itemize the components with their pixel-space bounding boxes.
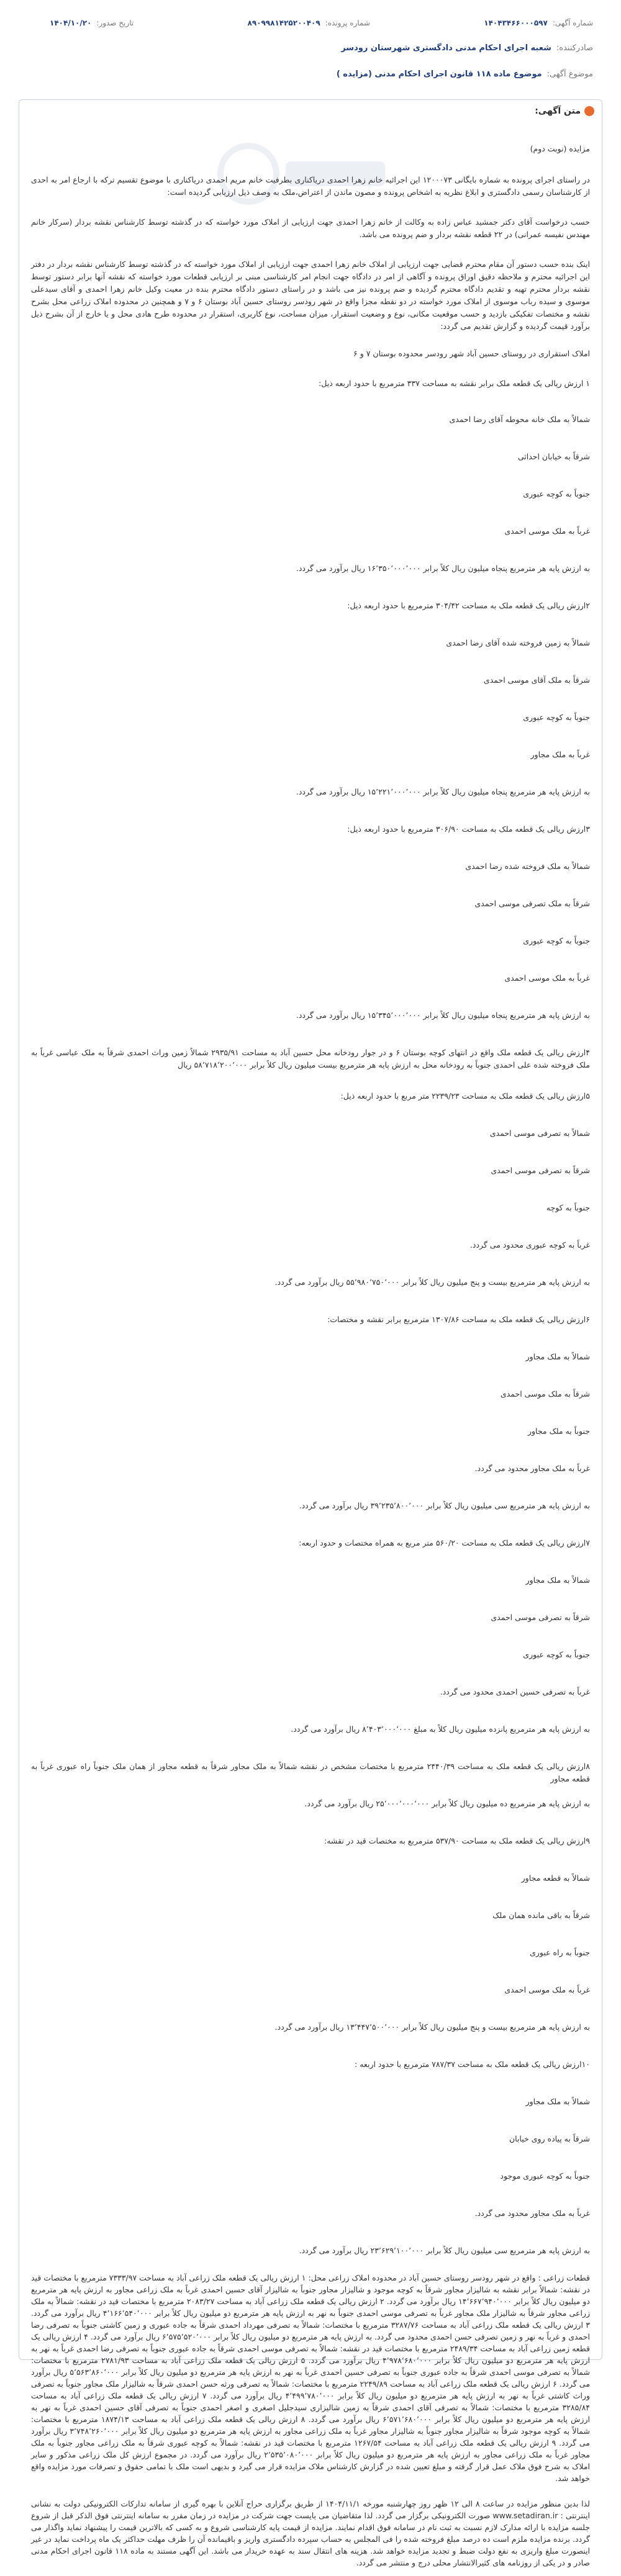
body-paragraph: شرقاً به پیاده روی خیابان bbox=[509, 2134, 590, 2143]
body-paragraph: جنوباً به کوچه عبوری bbox=[523, 936, 590, 945]
case-number bbox=[248, 19, 370, 27]
body-paragraph: جنوباً به کوچه bbox=[546, 1203, 590, 1212]
body-paragraph: ۴ارزش ریالی یک قطعه ملک واقع در انتهای کوچه بوستان ۶ و در جوار رودخانه محل حسین آباد به مساحت ۲۹۳۵/۹۱ شمالاً زمین وراث احمدی شرقاً به ملک عباسی غرباً به ملک فروخته شده علی احمدی جنوباً به رودخانه محل به ارزش پایه هر مترمربع بیست میلیون ریال کلاً برابر ۵۸٬۷۱۸٬۲۰۰٬۰۰۰ ریال bbox=[31, 1048, 590, 1070]
body-paragraph: ۹ارزش ریالی یک قطعه ملک به مساحت ۵۳۷/۹۰ مترمربع به مختصات قید در نقشه: bbox=[324, 1836, 590, 1845]
body-paragraph: جنوباً به ملک مجاور bbox=[527, 1426, 590, 1436]
body-paragraph: شرقاً به ملک تصرفی موسی احمدی bbox=[474, 899, 590, 908]
issuer-label: صادرکننده: bbox=[556, 43, 593, 53]
body-paragraph: جنوباً به راه عبوری bbox=[530, 1948, 590, 1957]
issuer-row bbox=[341, 43, 593, 53]
subject-label: موضوع آگهی: bbox=[546, 70, 593, 79]
body-paragraph: شرقاً به تصرفی موسی احمدی bbox=[491, 1166, 590, 1175]
body-paragraph: اینک بنده حسب دستور آن مقام محترم قضایی جهت ارزیابی از املاک خانم زهرا احمدی جهت ارزیابی از املاک مورد خواسته که در گذشته توسط کارشناس نقشه بردار در دفتر این اجرائیه محترم و ملاحظه دقیق اوراق پرونده و آگاهی از امر در دادگاه جهت انجام امر کارشناسی مبنی بر ارزیابی قطعات مورد خواسته که نقشه آنها برابر دستور توسط نقشه بردار محترم تهیه و تقدیم دادگاه محترم گردیده و ضم پرونده نیز می باشد و در راستای دستور دادگاه محترم بنده در معیت وکیل خانم زهرا احمدی و آقای سیدعلی موسوی و سیده رباب موسوی از املاک مورد خواسته در دو نقطه مجزا واقع در شهر رودسر روستای حسین آباد بوستان ۶ و ۷ و همچنین در محدوده املاک زراعی محل بشرح نقشه و مختصات تفکیکی بازدید و حسب موقعیت مکانی، نوع و وضعیت استقرار، میزان مساحت، نوع کاربری، استقرار در محدوده طرح هادی محل و یا خارج از آن بشرح ذیل برآورد قیمت گردیده و گزارش تقدیم می گردد: bbox=[31, 259, 591, 331]
body-paragraph: حسب درخواست آقای دکتر جمشید عباس زاده به وکالت از خانم زهرا احمدی جهت ارزیابی از املاک مورد خواسته که در گذشته توسط کارشناس نقشه بردار (سرکار خانم مهندس نفیسه عمرانی) در ۲۲ قطعه نقشه بردار و ضم پرونده می باشد. bbox=[31, 217, 590, 239]
body-paragraph: ۳ارزش ریالی یک قطعه ملک به مساحت ۳۰۶/۹۰ مترمربع با حدود اربعه ذیل: bbox=[347, 824, 590, 834]
body-paragraph: غرباً به ملک مجاور محدود می گردد. bbox=[474, 1464, 590, 1473]
meta-row bbox=[50, 19, 593, 27]
issue-date bbox=[50, 19, 134, 27]
body-paragraph: شرقاً به ملک آقای موسی احمدی bbox=[483, 675, 590, 685]
body-paragraph: ۱۰ارزش ریالی یک قطعه ملک به مساحت ۷۸۷/۳۷ مترمربع با حدود اربعه : bbox=[355, 2060, 590, 2069]
body-paragraph: به ارزش پایه هر مترمربع پنجاه میلیون ریال کلاً برابر ۱۶٬۳۵۰٬۰۰۰٬۰۰۰ ریال برآورد می گردد. bbox=[296, 564, 590, 573]
body-paragraph: غرباً به تصرفی حسین احمدی محدود می گردد. bbox=[440, 1687, 590, 1696]
body-paragraph: به ارزش پایه هر مترمربع سی میلیون ریال کلاً برابر ۳۹٬۲۳۵٬۸۰۰٬۰۰۰ ریال برآورد می گردد. bbox=[299, 1501, 590, 1510]
body-paragraph: به ارزش پایه هر مترمربع پنجاه میلیون ریال کلاً برابر ۱۵٬۲۲۱٬۰۰۰٬۰۰۰ ریال برآورد می گردد. bbox=[296, 787, 590, 796]
body-paragraph: غرباً به ملک موسی احمدی bbox=[504, 526, 590, 536]
body-paragraph: ۸ارزش ریالی یک قطعه ملک به مساحت ۲۴۴۰/۳۹ مترمربع با مختصات مشخص در نقشه شمالاً به ملک مجاور شرقاً به قطعه مجاور از همان ملک جنوباً راه عبوری غرباً به قطعه مجاور bbox=[31, 1762, 591, 1783]
issuer-value: شعبه اجرای احکام مدنی دادگستری شهرستان رودسر bbox=[341, 43, 551, 53]
box-title: متن آگهی: bbox=[535, 106, 581, 116]
body-paragraph: ۶ارزش ریالی یک قطعه ملک به مساحت ۱۳۰۷/۸۶ مترمربع برابر نقشه و مختصات: bbox=[327, 1315, 590, 1324]
body-paragraph: جنوباً به کوچه عبوری موجود bbox=[500, 2171, 590, 2181]
document-icon bbox=[584, 106, 594, 116]
body-paragraph: شمالاً به ملک خانه محوطه آقای رضا احمدی bbox=[449, 415, 590, 424]
body-paragraph: غرباً به ملک مجاور محدود می گردد. bbox=[474, 2209, 590, 2218]
body-paragraph: شرقاً به تصرفی موسی احمدی bbox=[491, 1613, 590, 1622]
body-paragraph: شمالاً به ملک مجاور bbox=[525, 1575, 590, 1585]
body-paragraph: ۲ارزش ریالی یک قطعه ملک به مساحت ۳۰۴/۴۲ مترمربع با حدود اربعه ذیل: bbox=[347, 601, 590, 610]
ad-number-label: شماره آگهی: bbox=[552, 19, 593, 27]
body-paragraph: در راستای اجرای پرونده به شماره بایگانی ۱۲۰۰۰۷۳ این اجرائیه خانم زهرا احمدی دریاکناری بطرفیت خانم مریم احمدی دریاکناری با موضوع تقسیم ترکه با ارجاع امر به احدی از کارشناسان رسمی دادگستری و ابلاغ نظریه به اشخاص پرونده و مصون ماندن از اعتراض،ملک به وصف ذیل ارزیابی گردیده است: bbox=[31, 175, 590, 197]
body-paragraph: قطعات زراعی : واقع در شهر رودسر روستای حسین آباد در محدوده املاک زراعی محل: ۱ ارزش ریالی یک قطعه ملک زراعی آباد به مساحت ۷۳۳۳/۹۷ مترمربع با مختصات قید در نقشه: شمالاً برابر نقشه به شالیزار مجاور شرقاً به کوچه موجود و شالیزار مجاور جنوباً به شالیزار آقای حسین احمدی غرباً به ملک زراعی مجاور به ارزش پایه هر مترمربع دو میلیون ریال کلاً برابر ۱۴٬۶۶۷٬۹۴۰٬۰۰۰ ریال برآورد می گردد. ۲ ارزش ریالی یک قطعه ملک زراعی آباد به مساحت ۲۰۸۳/۲۷ مترمربع با مختصات قید در نقشه: شمالاً به ملک زراعی مجاور شرقاً به شالیزار ملک مجاور غرباً به تصرفی موسی احمدی جنوباً به نهر به ارزش پایه هر مترمربع دو میلیون ریال کلاً برابر ۴٬۱۶۶٬۵۴۰٬۰۰۰ ریال برآورد می گردد. ۳ ارزش ریالی یک قطعه ملک زراعی آباد به مساحت ۳۲۸۷/۷۶ مترمربع با مختصات: شمالاً به تصرفی مهرداد احمدی شرقاً به جاده عبوری و زمین کاشتی جنوباً به تصرفی رضا احمدی و غرباً به نهر و زمین تصرفی حسن احمدی محدود می گردد. به ارزش پایه هر مترمربع دو میلیون ریال کلاً برابر ۶٬۵۷۵٬۵۲۰٬۰۰۰ ریال برآورد می گردد. ۴ ارزش ریالی یک قطعه زمین زراعی آباد به مساحت ۲۴۸۹/۳۴ مترمربع با مختصات قید در نقشه: شمالاً به تصرفی موسی احمدی شرقاً به جاده عبوری جنوباً به تصرفی رضا احمدی غرباً به نهر به ارزش پایه هر مترمربع دو میلیون ریال کلاً برابر ۴٬۹۷۸٬۶۸۰٬۰۰۰ ریال برآورد می گردد. ۵ ارزش ریالی یک قطعه ملک زراعی آباد به مساحت ۲۷۸۱/۹۳ مترمربع با مختصات: شمالاً به تصرفی موسی احمدی شرقاً به جاده عبوری جنوباً به تصرفی حسین احمدی غرباً به نهر به ارزش پایه هر مترمربع دو میلیون ریال کلاً برابر ۵٬۵۶۳٬۸۶۰٬۰۰۰ ریال برآورد می گردد. ۶ ارزش ریالی یک قطعه ملک زراعی آباد به مساحت ۲۲۴۹/۸۹ مترمربع با مختصات: شمالاً به تصرفی ورثه حسن احمدی شرقاً به شالیزار ملک مجاور جنوباً به تصرفی وراث کاشتی غرباً به نهر به ارزش پایه هر مترمربع دو میلیون ریال کلاً برابر ۴٬۴۹۹٬۷۸۰٬۰۰۰ ریال برآورد می گردد. ۷ ارزش ریالی یک قطعه ملک زراعی آباد به مساحت ۳۲۸۵/۸۴ مترمربع با مختصات: شمالاً به تصرفی آقای احمدی شرقاً به زمین شالیزاری سیدجلیل اصغری و اصغر احمدی جنوباً به تصرفی آقای حسین احمدی غرباً به نهر به ارزش پایه هر مترمربع دو میلیون ریال کلاً برابر ۶٬۵۷۱٬۶۸۰٬۰۰۰ ریال برآورد می گردد. ۸ ارزش ریالی یک قطعه ملک زراعی آباد به مساحت ۱۸۷۴/۱۳ مترمربع با مختصات: شمالاً به کوچه موجود شرقاً به شالیزار مجاور جنوباً به شالیزار مجاور غرباً به ملک زراعی مجاور به ارزش پایه هر مترمربع دو میلیون ریال کلاً برابر ۳٬۷۴۸٬۲۶۰٬۰۰۰ ریال برآورد می گردد. ۹ ارزش ریالی یک قطعه ملک زراعی آباد به مساحت ۱۲۶۷/۵۴ مترمربع با مختصات قید در نقشه: شمالاً به کوچه عبوری شرقاً به ملک زراعی مجاور جنوباً به ملک مجاور غرباً به ملک زراعی مجاور به ارزش پایه هر مترمربع دو میلیون ریال کلاً برابر ۲٬۵۳۵٬۰۸۰٬۰۰۰ ریال برآورد می گردد. در مجموع ارزش کل ملک زراعی مذکور و سایر املاک به شرح فوق ملاک عمل قرار گرفته و مبلغ تعیین شده در گزارش کارشناس ملاک مزایده قرار می گیرد و بدیهی است ملک با تمامی حقوق و تصرفات مورد مزایده واقع خواهد شد. bbox=[31, 2273, 591, 2483]
issue-date-value: ۱۴۰۴/۱۰/۲۰ bbox=[50, 19, 92, 27]
body-paragraph: جنوباً به کوچه عبوری bbox=[523, 713, 590, 722]
case-number-value: ۸۹۰۹۹۸۱۴۲۵۲۰۰۴۰۹ bbox=[247, 19, 320, 27]
body-paragraph: شمالاً به ملک مجاور bbox=[525, 2097, 590, 2106]
body-paragraph: به ارزش پایه هر مترمربع سی میلیون ریال کلاً برابر ۲۳٬۶۲۹٬۱۰۰٬۰۰۰ ریال برآورد می گردد. bbox=[299, 2246, 590, 2255]
body-paragraph: شرقاً به ملک موسی احمدی bbox=[500, 1389, 590, 1398]
body-paragraph: غرباً به ملک موسی احمدی bbox=[504, 973, 590, 983]
body-paragraph: شمالاً به قطعه مجاور bbox=[521, 1873, 590, 1883]
ad-number-value: ۱۴۰۴۳۴۶۶۰۰۰۵۹۷ bbox=[484, 19, 548, 27]
subject-value: موضوع ماده ۱۱۸ قانون اجرای احکام مدنی (مزایده ) bbox=[336, 70, 542, 79]
body-paragraph: غرباً به کوچه عبوری محدود می گردد. bbox=[469, 1240, 590, 1250]
body-paragraph: شرقاً به خیابان احداثی bbox=[517, 452, 590, 461]
box-header bbox=[535, 106, 594, 116]
body-paragraph: جنوباً به کوچه عبوری bbox=[523, 489, 590, 498]
body-paragraph: جنوباً به کوچه عبوری bbox=[523, 1650, 590, 1659]
body-paragraph: لذا بدین منظور مزایده در ساعت ۸ الی ۱۲ ظهر روز چهارشنبه مورخه ۱۴۰۴/۱۱/۱ از طریق برگزاری حراج آنلاین با بهره گیری از سامانه تدارکات الکترونیکی دولت به نشانی اینترنتی : www.setadiran.ir صورت الکترونیکی برگزار می گردد. لذا متقاضیان می بایست جهت شرکت در مزایده در زمان مقرر به سامانه اینترنتی فوق الذکر قبل از شروع جلسه مزایده با ارائه مدارک لازم نسبت به ثبت نام در سامانه فوق اقدام نمایند. مزایده از قیمت پایه کارشناسی شروع و به کسی که بالاترین قیمت را پیشنهاد نماید واگذار می گردد. برنده مزایده ملزم است ده درصد مبلغ فروخته شده را فی المجلس به حساب سپرده دادگستری واریز و باقیمانده آن را ظرف مهلت حداکثر یک ماه پرداخت نماید در غیر اینصورت مبلغ واریزی به نفع دولت ضبط و تجدید مزایده خواهد شد. هزینه های انتقال سند به عهده خریدار می باشد. این آگهی مستند به ماده ۱۱۸ قانون اجرای احکام مدنی صادر و در یکی از روزنامه های کثیرالانتشار محلی درج و منتشر می گردد. bbox=[31, 2499, 591, 2567]
body-paragraph: شمالاً به زمین فروخته شده آقای رضا احمدی bbox=[446, 638, 590, 647]
ad-number bbox=[484, 19, 593, 27]
body-paragraph: ۵ارزش ریالی یک قطعه ملک به مساحت ۲۲۳۹/۲۳ متر مربع با حدود اربعه ذیل: bbox=[340, 1091, 590, 1101]
body-paragraph: ۱ ارزش ریالی یک قطعه ملک برابر نقشه به مساحت ۳۳۷ مترمربع با حدود اربعه ذیل: bbox=[319, 379, 590, 388]
subject-row bbox=[337, 70, 593, 79]
body-paragraph: به ارزش پایه هر مترمربع بیست و پنج میلیون ریال کلاً برابر ۵۵٬۹۸۰٬۷۵۰٬۰۰۰ ریال برآورد می گردد. bbox=[274, 1277, 590, 1287]
issue-date-label: تاریخ صدور: bbox=[96, 19, 134, 27]
body-paragraph: به ارزش پایه هر مترمربع پنجاه میلیون ریال کلاً برابر ۱۵٬۳۴۵٬۰۰۰٬۰۰۰ ریال برآورد می گردد. bbox=[296, 1011, 590, 1020]
body-paragraph: به ارزش پایه هر مترمربع بیست و پنج میلیون ریال کلاً برابر ۱۳٬۴۴۷٬۵۰۰٬۰۰۰ ریال برآورد می گردد. bbox=[274, 2022, 590, 2032]
notice-body bbox=[31, 143, 590, 2576]
body-paragraph: شرقاً به باقی مانده همان ملک bbox=[492, 1911, 590, 1920]
body-paragraph: غرباً به ملک مجاور bbox=[530, 750, 590, 759]
body-paragraph: شمالاً به ملک فروخته شده رضا احمدی bbox=[465, 862, 590, 871]
body-paragraph: به ارزش پایه هر مترمربع ده میلیون ریال کلاً برابر ۲۵٬۰۰۰٬۰۰۰٬۰۰۰ ریال برآورد می گردد. bbox=[304, 1799, 590, 1808]
case-number-label: شماره پرونده: bbox=[325, 19, 370, 27]
body-paragraph: شمالاً به تصرفی موسی احمدی bbox=[489, 1128, 590, 1138]
body-paragraph: املاک استقراری در روستای حسین آباد شهر رودسر محدوده بوستان ۷ و ۶ bbox=[353, 349, 590, 358]
body-paragraph: به ارزش پایه هر مترمربع پانزده میلیون ریال کلاً به مبلغ ۸٬۴۰۳٬۰۰۰٬۰۰۰ ریال برآورد می گردد. bbox=[291, 1724, 590, 1734]
body-paragraph: شمالاً به ملک مجاور bbox=[525, 1352, 590, 1361]
body-paragraph: مزایده (نوبت دوم) bbox=[530, 144, 590, 153]
body-paragraph: ۷ارزش ریالی یک قطعه ملک به مساحت ۵۶۰/۲۰ متر مربع به همراه مختصات و حدود اربعه: bbox=[299, 1538, 590, 1547]
body-paragraph: غرباً به ملک موسی احمدی bbox=[504, 1985, 590, 1994]
